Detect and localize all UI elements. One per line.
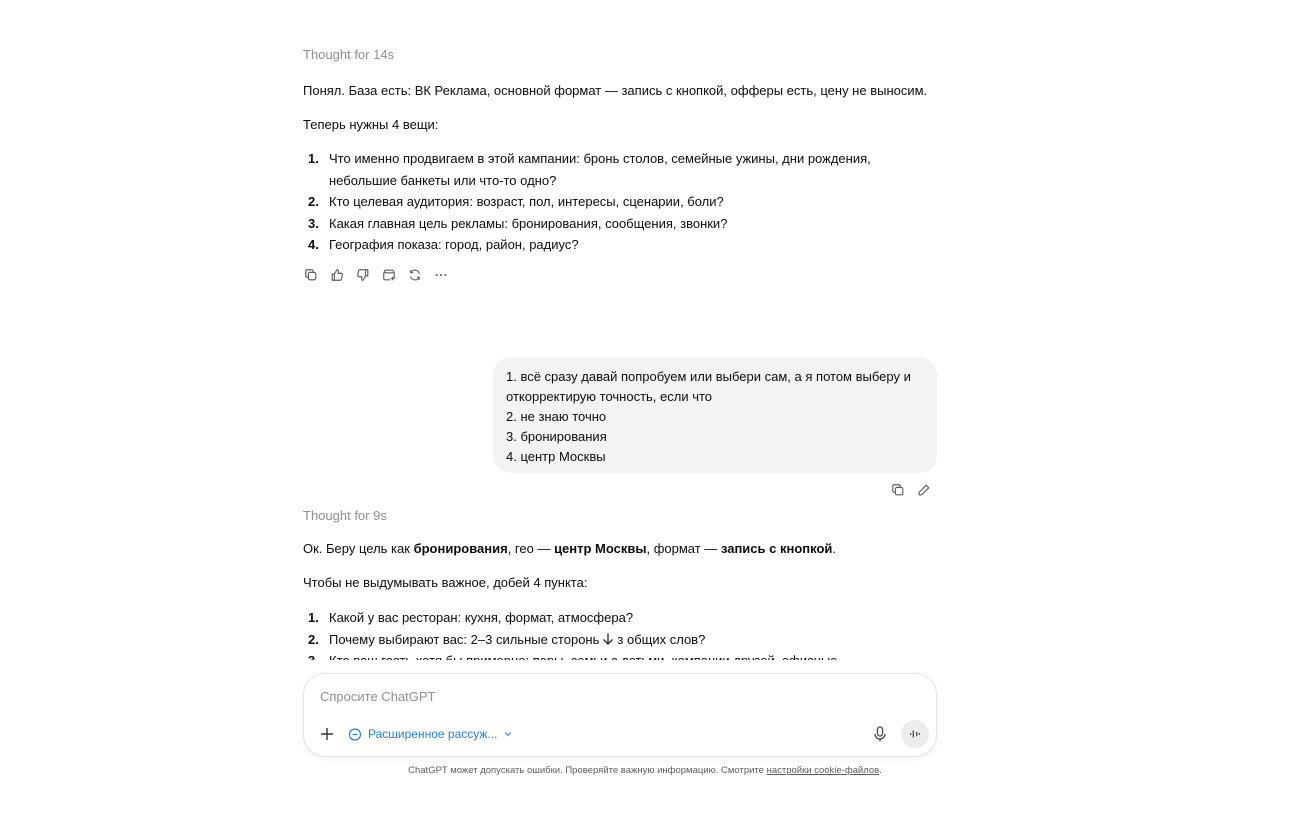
composer [303,673,937,757]
voice-mode-button[interactable] [901,720,929,748]
prompt-input[interactable]: Спросите ChatGPT [320,689,436,704]
list-item: 3. Какая главная цель рекламы: бронирования, сообщения, звонки? [308,215,728,231]
more-icon[interactable] [433,267,449,283]
edit-icon[interactable] [916,482,932,498]
assistant-paragraph: Чтобы не выдумывать важное, добей 4 пункта: [303,575,588,590]
reasoning-mode-label: Расширенное рассуж... [368,727,498,741]
user-message-actions [890,482,932,498]
assistant-paragraph: Понял. База есть: ВК Реклама, основной формат — запись с кнопкой, офферы есть, цену не выносим. [303,83,928,98]
message-actions [303,267,937,283]
user-message-line: 1. всё сразу давай попробуем или выбери сам, а я потом выберу и откорректирую точность, если что [506,369,911,404]
cookie-settings-link[interactable]: настройки cookie-файлов [766,765,880,776]
microphone-icon[interactable] [870,724,890,744]
timer-icon [348,727,362,741]
assistant-paragraph: Ок. Беру цель как бронирования, гео — центр Москвы, формат — запись с кнопкой. [303,541,837,556]
assistant-message-2 [303,508,937,672]
list-item: 2. Кто целевая аудитория: возраст, пол, интересы, сценарии, боли? [308,194,724,209]
thought-duration-toggle[interactable]: Thought for 9s [303,508,387,523]
user-message-line: 4. центр Москвы [506,449,606,464]
regenerate-icon[interactable] [407,267,423,283]
user-message [493,357,937,473]
chevron-down-icon [503,729,513,739]
list-item: 1. Какой у вас ресторан: кухня, формат, атмосфера? [308,610,634,625]
disclaimer: ChatGPT может допускать ошибки. Проверяйте важную информацию. Смотрите настройки cookie-файлов. [408,765,882,776]
assistant-message-1 [303,47,937,283]
share-icon[interactable] [381,267,397,283]
list-item: 1. Что именно продвигаем в этой кампании: бронь столов, семейные ужины, дни рождения, небольшие банкеты или что-то одно? [308,151,871,188]
list-item: 4. География показа: город, район, радиус? [308,237,579,252]
waveform-icon [908,727,922,741]
user-message-line: 2. не знаю точно [506,409,607,424]
thumbs-down-icon[interactable] [355,267,371,283]
reasoning-mode-button[interactable] [348,725,513,743]
copy-icon[interactable] [303,267,319,283]
list-item: 2. Почему выбирают вас: 2–3 сильные сторонь з общих слов? [308,631,706,647]
scroll-to-bottom-arrow-icon[interactable] [601,632,615,646]
copy-icon[interactable] [890,482,906,498]
plus-icon[interactable] [318,725,336,743]
thumbs-up-icon[interactable] [329,267,345,283]
numbered-list [303,148,937,256]
assistant-paragraph: Теперь нужны 4 вещи: [303,117,439,132]
user-message-line: 3. бронирования [506,429,607,444]
thought-duration-toggle[interactable]: Thought for 14s [303,47,395,62]
